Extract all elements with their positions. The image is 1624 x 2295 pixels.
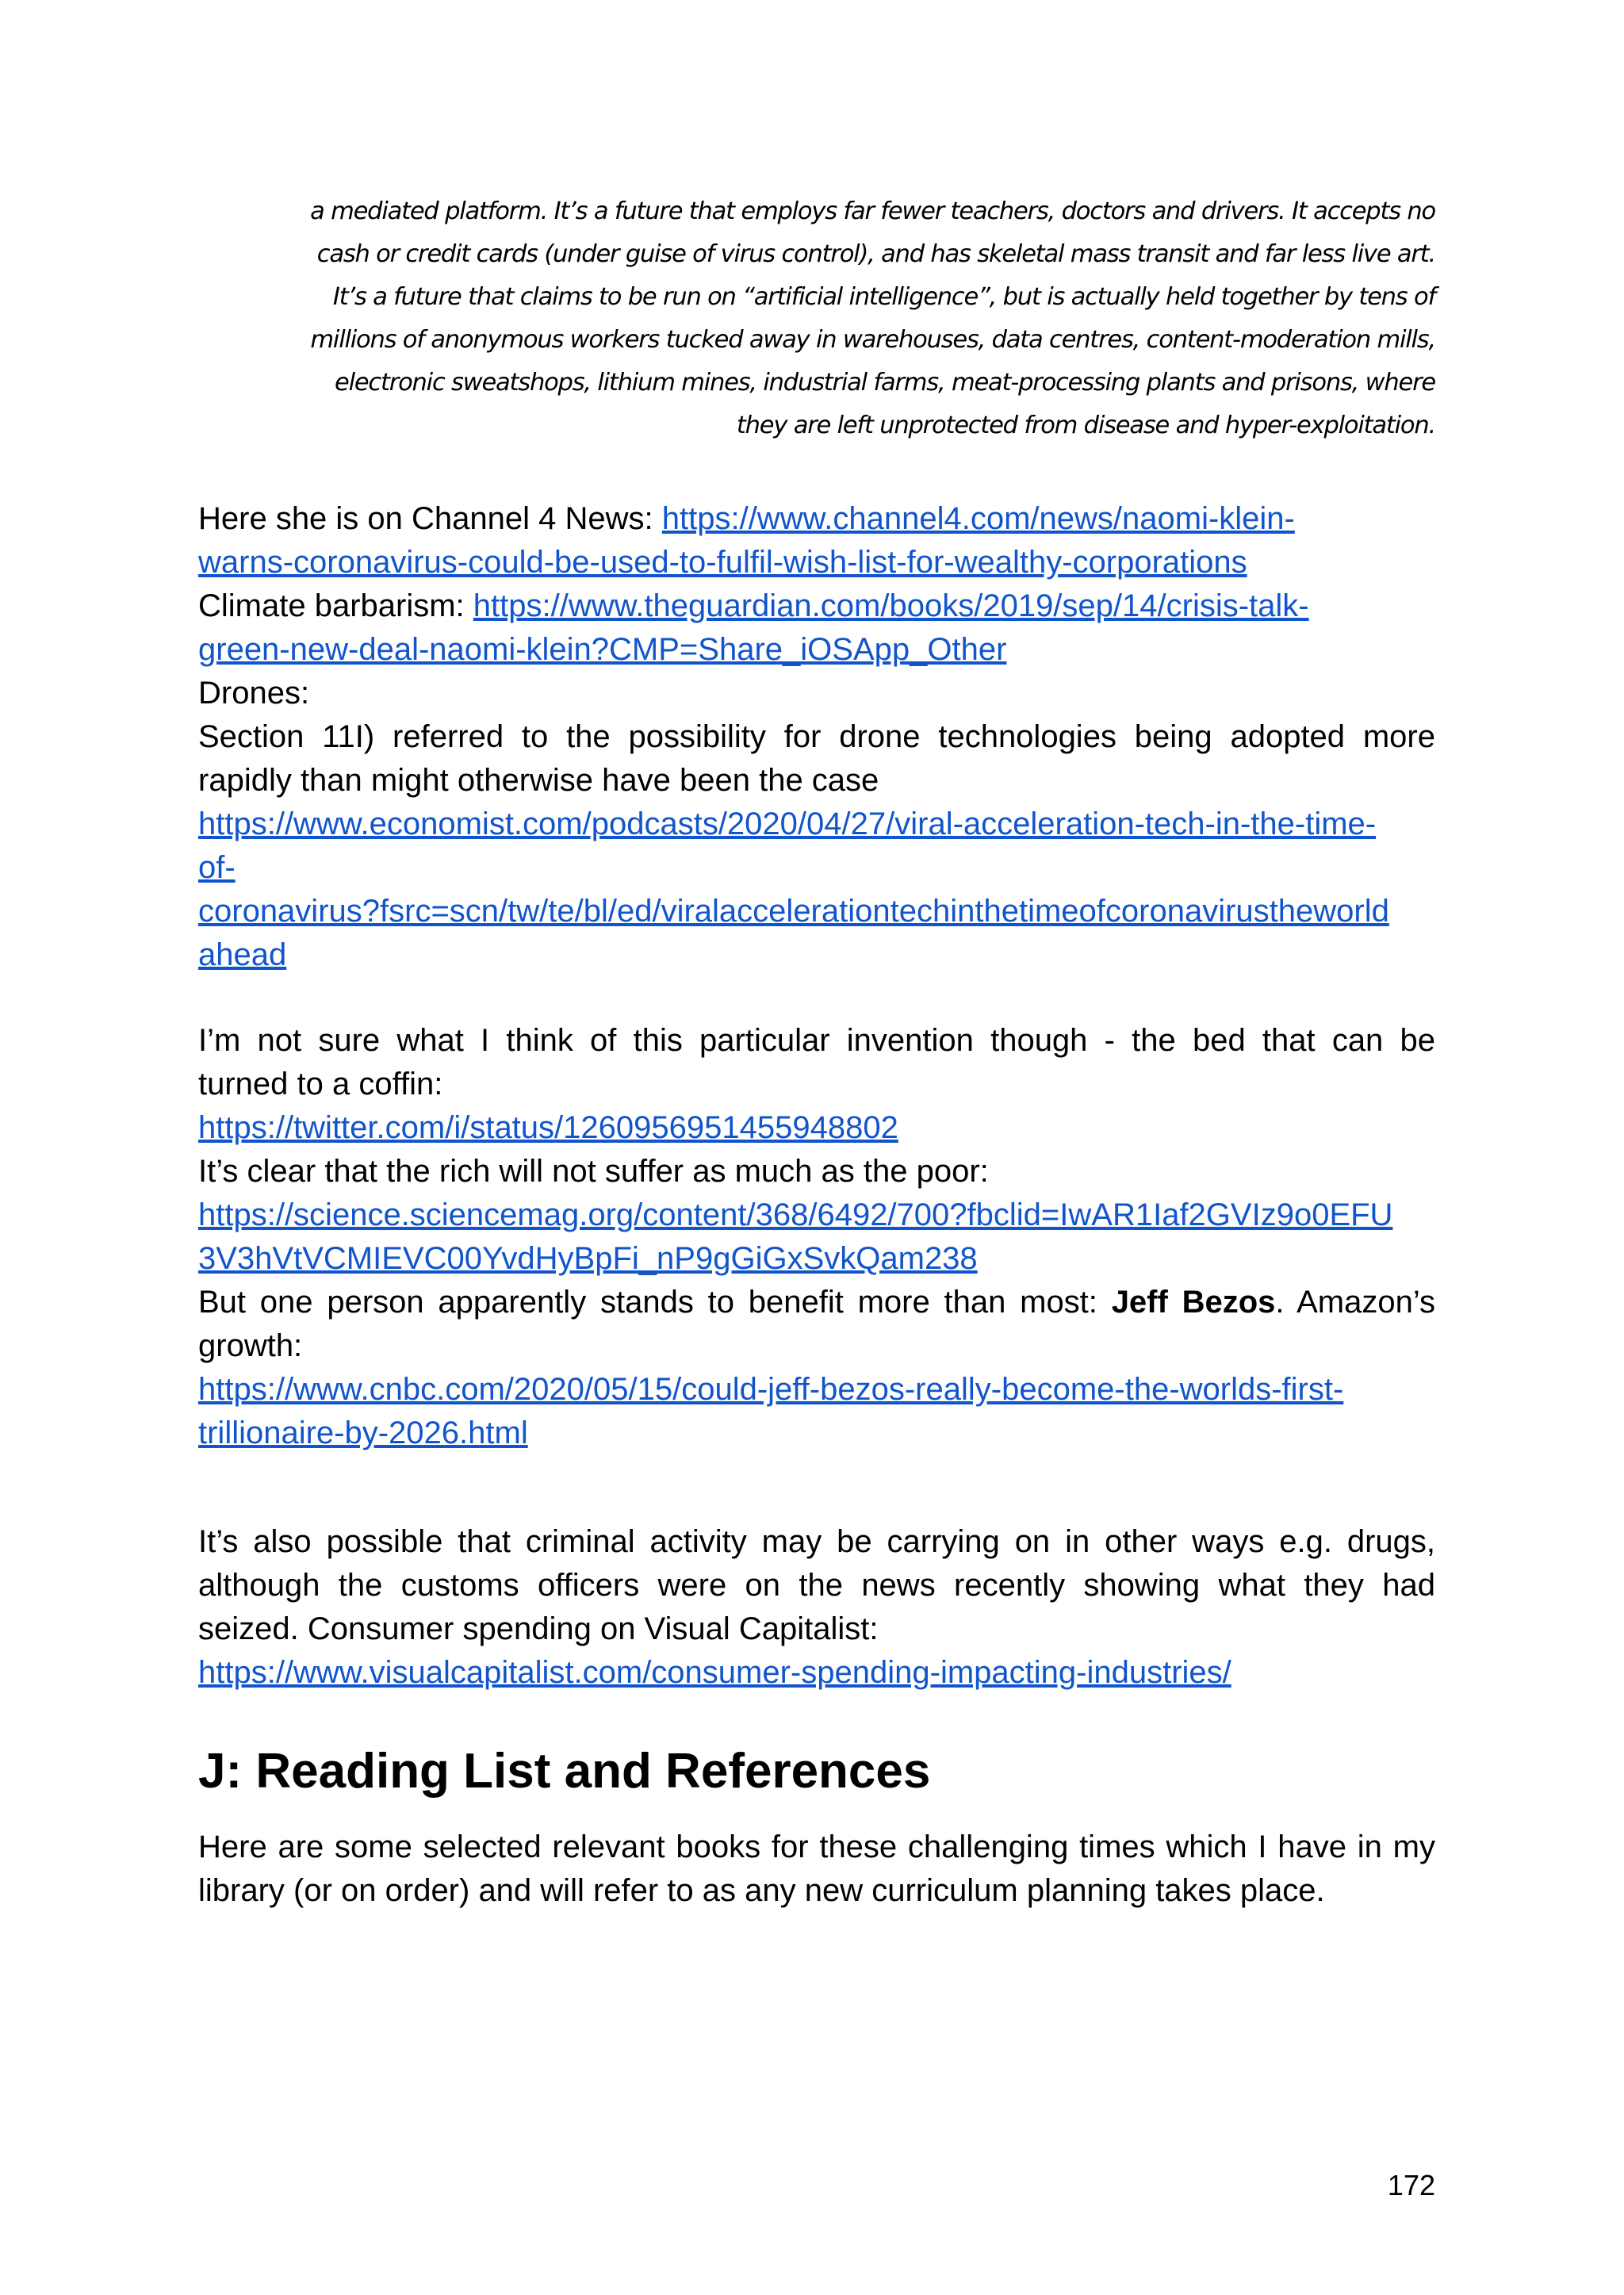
quote-line: millions of anonymous workers tucked away in warehouses, data centres, content-moderation mills, bbox=[310, 326, 1435, 354]
quote-line: a mediated platform. It’s a future that employs far fewer teachers, doctors and drivers. It accepts no bbox=[310, 197, 1435, 225]
growth-text-line: growth: bbox=[198, 1328, 303, 1363]
drones-label: Drones: bbox=[198, 676, 310, 711]
coffin-text-line: turned to a coffin: bbox=[198, 1067, 443, 1102]
bezos-text-after: . Amazon’s bbox=[1275, 1285, 1435, 1320]
channel4-label: Here she is on Channel 4 News: bbox=[198, 501, 662, 536]
quote-line: cash or credit cards (under guise of virus control), and has skeletal mass transit and far less live art. bbox=[316, 240, 1435, 268]
quote-line: they are left unprotected from disease and hyper-exploitation. bbox=[736, 412, 1435, 439]
climate-label: Climate barbarism: bbox=[198, 588, 473, 623]
block-quote bbox=[198, 190, 1435, 447]
criminal-text-line: It’s also possible that criminal activity may be carrying on in other ways e.g. drugs, bbox=[198, 1524, 1435, 1559]
links-paragraph-klein-drones bbox=[198, 497, 1435, 977]
bezos-text-line bbox=[198, 1281, 1435, 1324]
channel4-link[interactable]: https://www.channel4.com/news/naomi-klein- bbox=[661, 501, 1295, 536]
reading-text-line: Here are some selected relevant books for these challenging times which I have in my bbox=[198, 1829, 1435, 1864]
economist-link-continued[interactable]: ahead bbox=[198, 937, 287, 972]
guardian-link-continued[interactable]: green-new-deal-naomi-klein?CMP=Share_iOSApp_Other bbox=[198, 632, 1007, 667]
paragraph-criminal-activity bbox=[198, 1520, 1435, 1695]
section-heading: J: Reading List and References bbox=[198, 1744, 931, 1799]
economist-link[interactable]: https://www.economist.com/podcasts/2020/04/27/viral-acceleration-tech-in-the-time- bbox=[198, 807, 1377, 841]
channel4-link-continued[interactable]: warns-coronavirus-could-be-used-to-fulfil-wish-list-for-wealthy-corporations bbox=[198, 545, 1247, 580]
visualcapitalist-link[interactable]: https://www.visualcapitalist.com/consumer-spending-impacting-industries/ bbox=[198, 1655, 1231, 1690]
section-text-line: Section 11I) referred to the possibility for drone technologies being adopted more bbox=[198, 719, 1435, 754]
bezos-text-before: But one person apparently stands to benefit more than most: bbox=[198, 1285, 1112, 1320]
page-number: 172 bbox=[1387, 2169, 1435, 2201]
economist-link-continued[interactable]: of- bbox=[198, 850, 236, 885]
channel4-line bbox=[198, 497, 1435, 541]
quote-line: electronic sweatshops, lithium mines, industrial farms, meat-processing plants and prisons, where bbox=[335, 369, 1435, 397]
bezos-name-bold: Jeff Bezos bbox=[1111, 1285, 1276, 1320]
sciencemag-link-continued[interactable]: 3V3hVtVCMIEVC00YvdHyBpFi_nP9gGiGxSvkQam238 bbox=[198, 1241, 978, 1276]
climate-line bbox=[198, 584, 1435, 628]
section-text-line: rapidly than might otherwise have been the case bbox=[198, 763, 879, 798]
coffin-text-line: I’m not sure what I think of this particular invention though - the bed that can be bbox=[198, 1023, 1435, 1058]
guardian-link[interactable]: https://www.theguardian.com/books/2019/sep/14/crisis-talk- bbox=[473, 588, 1309, 623]
reading-text-line: library (or on order) and will refer to as any new curriculum planning takes place. bbox=[198, 1873, 1325, 1908]
sciencemag-link[interactable]: https://science.sciencemag.org/content/368/6492/700?fbclid=IwAR1Iaf2GVIz9o0EFU bbox=[198, 1197, 1393, 1232]
criminal-text-line: seized. Consumer spending on Visual Capitalist: bbox=[198, 1611, 879, 1646]
paragraph-reading-list bbox=[198, 1826, 1435, 1913]
quote-line: It’s a future that claims to be run on “artificial intelligence”, but is actually held together by tens of bbox=[332, 283, 1435, 311]
paragraph-coffin-bezos bbox=[198, 1019, 1435, 1455]
cnbc-link-continued[interactable]: trillionaire-by-2026.html bbox=[198, 1416, 528, 1450]
criminal-text-line: although the customs officers were on the news recently showing what they had bbox=[198, 1568, 1435, 1603]
cnbc-link[interactable]: https://www.cnbc.com/2020/05/15/could-jeff-bezos-really-become-the-worlds-first- bbox=[198, 1372, 1344, 1407]
rich-text-line: It’s clear that the rich will not suffer as much as the poor: bbox=[198, 1154, 989, 1189]
economist-link-continued[interactable]: coronavirus?fsrc=scn/tw/te/bl/ed/viralaccelerationtechinthetimeofcoronavirustheworld bbox=[198, 894, 1389, 929]
twitter-link[interactable]: https://twitter.com/i/status/1260956951455948802 bbox=[198, 1110, 898, 1145]
